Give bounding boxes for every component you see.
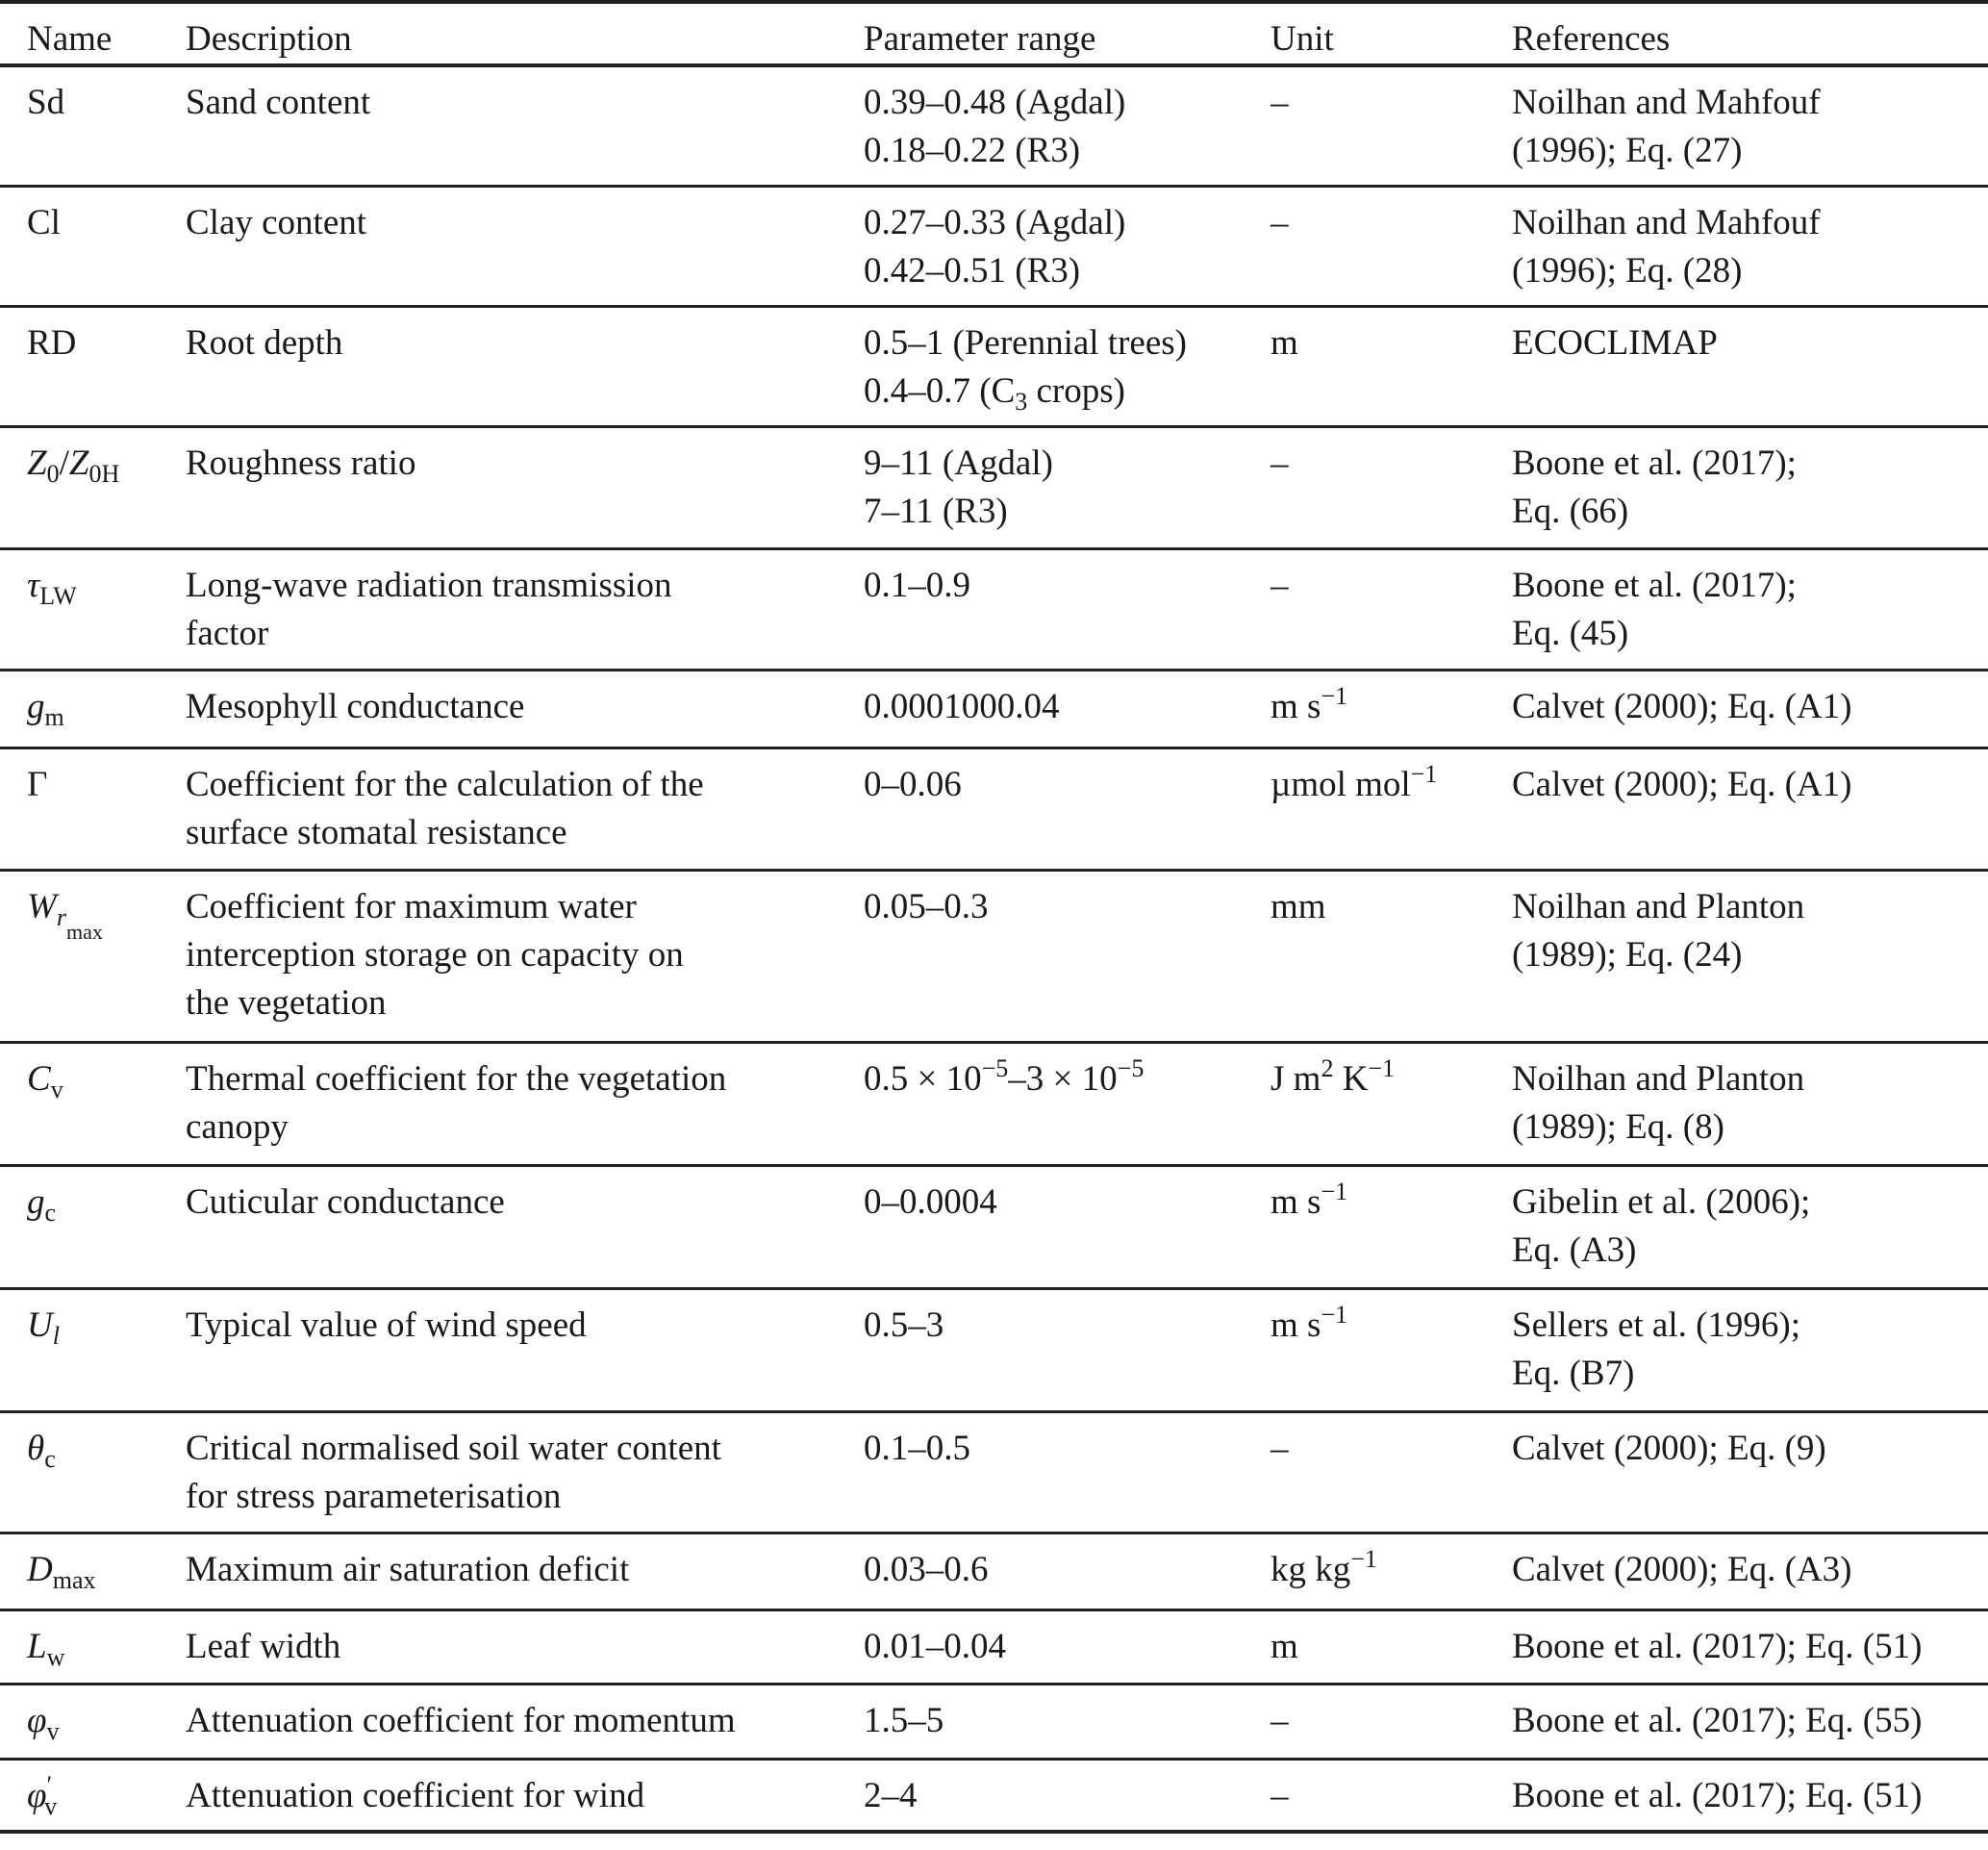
reference-line: Eq. (B7) xyxy=(1512,1353,1635,1393)
cell-description xyxy=(186,1288,864,1411)
table-row xyxy=(0,1165,1988,1288)
cell-unit xyxy=(1271,1533,1512,1609)
cell-name xyxy=(0,1684,186,1759)
cell-name xyxy=(0,748,186,870)
symbol-main: φ xyxy=(27,1775,47,1815)
cell-description xyxy=(186,1411,864,1533)
cell-unit: – xyxy=(1271,565,1289,605)
reference-line: (1989); Eq. (8) xyxy=(1512,1106,1724,1147)
unit-text: µmol mol xyxy=(1271,764,1411,804)
description-line: Attenuation coefficient for wind xyxy=(186,1775,645,1815)
symbol-slash: / xyxy=(59,443,69,483)
unit-text: K xyxy=(1333,1058,1369,1099)
cell-name: Cl xyxy=(27,202,61,242)
table-row xyxy=(0,1411,1988,1533)
reference-line: Calvet (2000); Eq. (9) xyxy=(1512,1428,1826,1468)
table-row xyxy=(0,1533,1988,1609)
cell-name xyxy=(0,426,186,548)
range-line xyxy=(864,367,1271,416)
cell-name xyxy=(0,1533,186,1609)
range-line: 0.5–3 xyxy=(864,1305,944,1345)
cell-name xyxy=(0,870,186,1042)
symbol-main: C xyxy=(27,1058,51,1099)
description-line: Cuticular conductance xyxy=(186,1181,505,1222)
range-exponent: −5 xyxy=(1117,1053,1145,1082)
symbol-main: θ xyxy=(27,1428,45,1468)
range-line: 7–11 (R3) xyxy=(864,491,1008,531)
symbol-main: g xyxy=(27,1181,45,1222)
cell-unit: – xyxy=(1271,202,1289,242)
table-row xyxy=(0,1609,1988,1684)
symbol-subscript: c xyxy=(44,1444,56,1473)
table-row xyxy=(0,426,1988,548)
description-line: the vegetation xyxy=(186,982,387,1023)
reference-line: Gibelin et al. (2006); xyxy=(1512,1181,1811,1222)
cell-references xyxy=(1512,426,1988,548)
cell-references xyxy=(1512,65,1988,186)
cell-references xyxy=(1512,306,1988,426)
reference-line: Noilhan and Mahfouf xyxy=(1512,202,1821,242)
cell-description xyxy=(186,306,864,426)
cell-description xyxy=(186,1684,864,1759)
cell-description xyxy=(186,1042,864,1165)
cell-description xyxy=(186,670,864,748)
reference-line: Eq. (45) xyxy=(1512,613,1629,653)
range-text: 0.5 × 10 xyxy=(864,1058,982,1099)
cell-references xyxy=(1512,1609,1988,1684)
range-subscript: 3 xyxy=(1015,387,1028,416)
cell-unit: m xyxy=(1271,322,1298,363)
reference-line: Boone et al. (2017); Eq. (51) xyxy=(1512,1626,1923,1666)
symbol-subscript: m xyxy=(44,702,64,731)
symbol-subscript: v xyxy=(44,1791,58,1820)
symbol-subscript: LW xyxy=(39,581,77,610)
cell-name xyxy=(0,1759,186,1832)
symbol-main: L xyxy=(27,1626,47,1666)
range-line: 0.05–0.3 xyxy=(864,886,989,926)
symbol-main: Z xyxy=(68,443,89,483)
description-line: Attenuation coefficient for momentum xyxy=(186,1700,736,1740)
cell-description xyxy=(186,748,864,870)
cell-range xyxy=(864,1609,1271,1684)
table-row xyxy=(0,748,1988,870)
unit-exponent: −1 xyxy=(1321,681,1348,710)
unit-text: J m xyxy=(1271,1058,1321,1099)
cell-name xyxy=(0,1042,186,1165)
header-name: Name xyxy=(27,19,113,59)
range-text: 0.4–0.7 (C xyxy=(864,370,1016,411)
reference-line: Noilhan and Planton xyxy=(1512,886,1805,926)
unit-text: m s xyxy=(1271,1305,1321,1345)
unit-exponent: −1 xyxy=(1368,1053,1396,1082)
reference-line: Noilhan and Mahfouf xyxy=(1512,83,1821,122)
range-line: 0.0001000.04 xyxy=(864,686,1060,726)
cell-unit: – xyxy=(1271,1700,1289,1740)
symbol-subscript: w xyxy=(46,1642,65,1671)
cell-range xyxy=(864,1411,1271,1533)
symbol-main: W xyxy=(27,886,57,926)
symbol-subsubscript: max xyxy=(65,919,103,944)
cell-references xyxy=(1512,186,1988,306)
cell-references xyxy=(1512,748,1988,870)
range-line: 0.27–0.33 (Agdal) xyxy=(864,202,1126,242)
unit-text: kg kg xyxy=(1271,1549,1351,1589)
cell-description xyxy=(186,1609,864,1684)
table-row xyxy=(0,65,1988,186)
unit-exponent: −1 xyxy=(1321,1177,1348,1205)
cell-unit xyxy=(1271,1288,1512,1411)
range-exponent: −5 xyxy=(981,1053,1009,1082)
unit-text: m s xyxy=(1271,686,1321,726)
reference-line: (1996); Eq. (27) xyxy=(1512,131,1743,170)
description-line: Long-wave radiation transmission xyxy=(186,565,672,605)
cell-description xyxy=(186,186,864,306)
reference-line: Boone et al. (2017); xyxy=(1512,443,1797,483)
range-line: 9–11 (Agdal) xyxy=(864,443,1053,483)
symbol-subscript: max xyxy=(52,1565,96,1594)
table-row xyxy=(0,306,1988,426)
unit-exponent: −1 xyxy=(1321,1300,1348,1329)
cell-unit: – xyxy=(1271,83,1289,122)
table-row xyxy=(0,1759,1988,1832)
range-line: 2–4 xyxy=(864,1775,918,1815)
cell-name xyxy=(0,548,186,670)
cell-range xyxy=(864,1288,1271,1411)
cell-references xyxy=(1512,1411,1988,1533)
description-line: interception storage on capacity on xyxy=(186,934,684,975)
cell-unit xyxy=(1271,670,1512,748)
cell-range xyxy=(864,748,1271,870)
cell-name: Sd xyxy=(27,83,65,122)
description-line: Critical normalised soil water content xyxy=(186,1428,721,1468)
cell-range xyxy=(864,670,1271,748)
header-unit: Unit xyxy=(1271,19,1334,59)
symbol-subscript: 0 xyxy=(46,459,60,488)
cell-description xyxy=(186,1759,864,1832)
cell-range xyxy=(864,548,1271,670)
description-line: canopy xyxy=(186,1106,289,1147)
cell-range xyxy=(864,426,1271,548)
cell-range xyxy=(864,306,1271,426)
cell-name xyxy=(0,1165,186,1288)
header-references: References xyxy=(1512,19,1671,59)
reference-line: (1996); Eq. (28) xyxy=(1512,250,1743,291)
unit-text: m s xyxy=(1271,1181,1321,1222)
symbol-subscript: v xyxy=(50,1075,63,1103)
range-line: 0.03–0.6 xyxy=(864,1549,989,1589)
symbol-main: D xyxy=(27,1549,53,1589)
symbol-main: φ xyxy=(27,1700,47,1740)
table-row xyxy=(0,1288,1988,1411)
symbol-prime: ′ xyxy=(46,1770,53,1799)
range-line xyxy=(864,1055,1271,1103)
cell-description xyxy=(186,548,864,670)
cell-name xyxy=(0,1609,186,1684)
cell-range xyxy=(864,1042,1271,1165)
range-line: 0.1–0.5 xyxy=(864,1428,970,1468)
symbol-main: τ xyxy=(27,565,40,605)
cell-range xyxy=(864,1759,1271,1832)
description-line: surface stomatal resistance xyxy=(186,812,567,852)
description-line: Root depth xyxy=(186,322,343,363)
description-line: Clay content xyxy=(186,202,367,242)
symbol-subscript: v xyxy=(46,1716,60,1745)
symbol-subscript: l xyxy=(52,1321,60,1350)
range-line: 0.01–0.04 xyxy=(864,1626,1006,1666)
table-row xyxy=(0,870,1988,1042)
cell-references xyxy=(1512,1288,1988,1411)
reference-line: ECOCLIMAP xyxy=(1512,322,1718,363)
cell-references xyxy=(1512,548,1988,670)
cell-references xyxy=(1512,870,1988,1042)
range-line: 0–0.0004 xyxy=(864,1181,997,1222)
cell-references xyxy=(1512,1042,1988,1165)
cell-range xyxy=(864,870,1271,1042)
range-line: 0.5–1 (Perennial trees) xyxy=(864,322,1187,363)
table-row xyxy=(0,186,1988,306)
range-line: 0.1–0.9 xyxy=(864,565,970,605)
table-row xyxy=(0,1684,1988,1759)
reference-line: Boone et al. (2017); Eq. (55) xyxy=(1512,1700,1923,1740)
range-line: 0.42–0.51 (R3) xyxy=(864,250,1081,291)
cell-range xyxy=(864,1165,1271,1288)
cell-unit xyxy=(1271,1042,1512,1165)
reference-line: Boone et al. (2017); xyxy=(1512,565,1797,605)
description-line: Typical value of wind speed xyxy=(186,1305,587,1345)
table-row xyxy=(0,548,1988,670)
description-line: Sand content xyxy=(186,83,371,122)
symbol-main: g xyxy=(27,686,45,726)
symbol-main: Γ xyxy=(27,764,48,804)
cell-unit: – xyxy=(1271,443,1289,483)
cell-references xyxy=(1512,670,1988,748)
cell-description xyxy=(186,65,864,186)
cell-range xyxy=(864,1684,1271,1759)
cell-description xyxy=(186,870,864,1042)
table-header-row xyxy=(0,2,1988,65)
cell-name xyxy=(0,670,186,748)
cell-range xyxy=(864,186,1271,306)
unit-exponent: 2 xyxy=(1321,1053,1334,1082)
cell-name xyxy=(0,1288,186,1411)
description-line: Maximum air saturation deficit xyxy=(186,1549,630,1589)
cell-references xyxy=(1512,1533,1988,1609)
description-line: Coefficient for the calculation of the xyxy=(186,764,704,804)
symbol-subscript: c xyxy=(44,1198,57,1227)
cell-description xyxy=(186,1533,864,1609)
reference-line: Noilhan and Planton xyxy=(1512,1058,1805,1099)
symbol-main: U xyxy=(27,1305,53,1345)
cell-unit: – xyxy=(1271,1428,1289,1468)
range-line: 0.39–0.48 (Agdal) xyxy=(864,83,1126,122)
cell-description xyxy=(186,1165,864,1288)
reference-line: Calvet (2000); Eq. (A1) xyxy=(1512,764,1852,804)
reference-line: Calvet (2000); Eq. (A3) xyxy=(1512,1549,1852,1589)
reference-line: Eq. (A3) xyxy=(1512,1229,1637,1270)
symbol-subscript: r xyxy=(56,902,66,931)
range-text: crops) xyxy=(1027,370,1125,411)
description-line: factor xyxy=(186,613,269,653)
description-line: Thermal coefficient for the vegetation xyxy=(186,1058,727,1099)
description-line: Coefficient for maximum water xyxy=(186,886,637,926)
range-line: 0–0.06 xyxy=(864,764,962,804)
cell-references xyxy=(1512,1759,1988,1832)
cell-unit: m xyxy=(1271,1626,1298,1666)
cell-unit xyxy=(1271,1165,1512,1288)
reference-line: Boone et al. (2017); Eq. (51) xyxy=(1512,1775,1923,1815)
cell-references xyxy=(1512,1165,1988,1288)
unit-exponent: −1 xyxy=(1350,1544,1377,1573)
reference-line: Sellers et al. (1996); xyxy=(1512,1305,1801,1345)
symbol-subscript: 0H xyxy=(88,459,120,488)
cell-range xyxy=(864,65,1271,186)
symbol-main: Z xyxy=(27,443,47,483)
table-row xyxy=(0,1042,1988,1165)
cell-references xyxy=(1512,1684,1988,1759)
header-description: Description xyxy=(186,19,352,59)
description-line: for stress parameterisation xyxy=(186,1476,562,1516)
cell-unit: – xyxy=(1271,1775,1289,1815)
unit-exponent: −1 xyxy=(1410,759,1438,788)
description-line: Leaf width xyxy=(186,1626,341,1666)
range-line: 0.18–0.22 (R3) xyxy=(864,131,1081,170)
table-row xyxy=(0,670,1988,748)
description-line: Roughness ratio xyxy=(186,443,416,483)
cell-name xyxy=(0,1411,186,1533)
cell-name: RD xyxy=(27,322,77,363)
cell-unit: mm xyxy=(1271,886,1326,926)
reference-line: Calvet (2000); Eq. (A1) xyxy=(1512,686,1852,726)
description-line: Mesophyll conductance xyxy=(186,686,525,726)
range-text: –3 × 10 xyxy=(1008,1058,1118,1099)
reference-line: (1989); Eq. (24) xyxy=(1512,934,1743,975)
cell-description xyxy=(186,426,864,548)
range-line: 1.5–5 xyxy=(864,1700,944,1740)
reference-line: Eq. (66) xyxy=(1512,491,1629,531)
cell-unit xyxy=(1271,748,1512,870)
header-parameter-range: Parameter range xyxy=(864,19,1096,59)
cell-range xyxy=(864,1533,1271,1609)
